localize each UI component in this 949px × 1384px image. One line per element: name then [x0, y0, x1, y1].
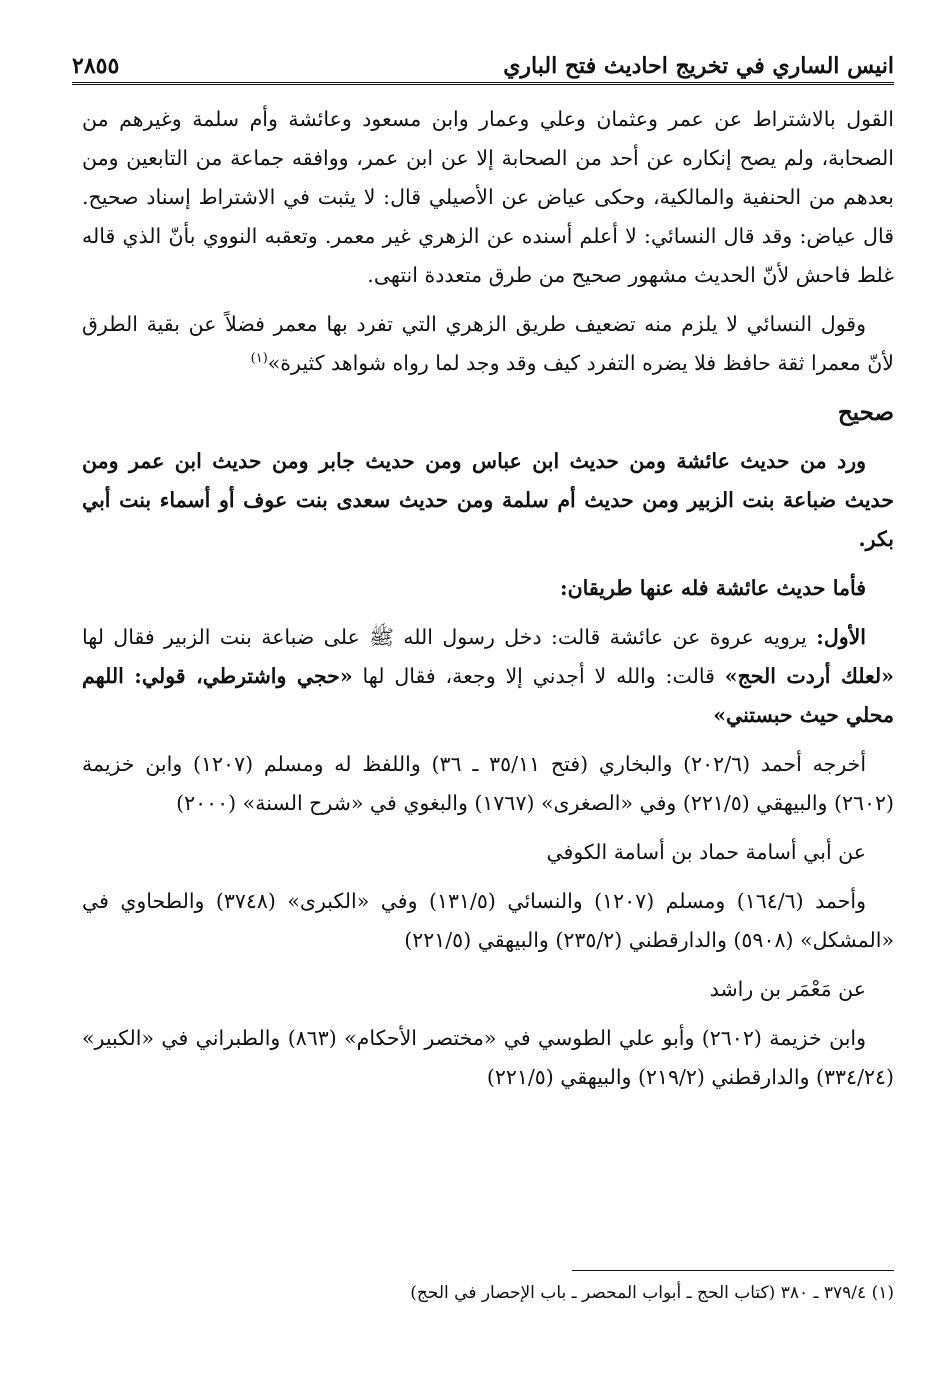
footnote: (١) ٣٧٩/٤ ـ ٣٨٠ (كتاب الحج ـ أبواب المحصر ـ باب الإحصار في الحج): [410, 1283, 894, 1303]
paragraph-5: [82, 618, 894, 735]
paragraph-3: ورد من حديث عائشة ومن حديث ابن عباس ومن حديث جابر ومن حديث ابن عمر ومن حديث ضباعة بنت الزبير ومن حديث أم سلمة ومن حديث سعدى بنت عوف أو أسماء بنت أبي بكر.: [82, 449, 894, 551]
paragraph-4: فأما حديث عائشة فله عنها طريقان:: [560, 576, 866, 600]
paragraph-8: وأحمد (١٦٤/٦) ومسلم (١٢٠٧) والنسائي (١٣١/٥) وفي «الكبرى» (٣٧٤٨) والطحاوي في «المشكل» (٥٩٠٨) والدارقطني (٢٣٥/٢) والبيهقي (٢٢١/٥): [82, 889, 894, 952]
paragraph-5-lead: الأول:: [816, 625, 866, 649]
paragraph-10: وابن خزيمة (٢٦٠٢) وأبو علي الطوسي في «مختصر الأحكام» (٨٦٣) والطبراني في «الكبير» (٣٣٤/٢٤) والدارقطني (٢١٩/٢) والبيهقي (٢٢١/٥): [82, 1026, 894, 1089]
footnote-divider: [572, 1270, 894, 1271]
header-divider: [72, 82, 894, 85]
paragraph-5-text-a: يرويه عروة عن عائشة قالت: دخل رسول الله ﷺ على ضباعة بنت الزبير فقال لها: [82, 625, 817, 649]
paragraph-6: أخرجه أحمد (٢٠٢/٦) والبخاري (فتح ٣٥/١١ ـ ٣٦) واللفظ له ومسلم (١٢٠٧) وابن خزيمة (٢٦٠٢) والبيهقي (٢٢١/٥) وفي «الصغرى» (١٧٦٧) والبغوي في «شرح السنة» (٢٠٠٠): [82, 752, 894, 815]
paragraph-9: عن مَعْمَر بن راشد: [709, 977, 866, 1001]
running-title: انيس الساري في تخريج احاديث فتح الباري: [503, 53, 894, 79]
main-text: [82, 100, 894, 1107]
hadith-quote-2: «حجي واشترطي، قولي: اللهم محلي حيث حبستني»: [82, 664, 894, 727]
hadith-quote-1: «لعلك أردت الحج»: [724, 664, 894, 688]
paragraph-1-text: القول بالاشتراط عن عمر وعثمان وعلي وعمار وابن مسعود وعائشة وأم سلمة وغيرهم من الصحابة، ولم يصح إنكاره عن أحد من الصحابة إلا عن ابن عمر، ووافقه جماعة من التابعين ومن بعدهم من الحنفية والمالكية، وحكى عياض عن الأصيلي قال: لا يثبت في الاشتراط إسناد صحيح. قال عياض: وقد قال النسائي: لا أعلم أسنده عن الزهري غير معمر. وتعقبه النووي بأنّ الذي قاله غلط فاحش لأنّ الحديث مشهور صحيح من طرق متعددة انتهى.: [82, 107, 894, 287]
paragraph-5-text-c: قالت: والله لا أجدني إلا وجعة، فقال لها: [352, 664, 725, 688]
paragraph-7: عن أبي أسامة حماد بن أسامة الكوفي: [546, 840, 866, 864]
page-header: [72, 40, 894, 80]
footnote-reference[interactable]: (١): [250, 351, 268, 367]
paragraph-2-text: وقول النسائي لا يلزم منه تضعيف طريق الزهري التي تفرد بها معمر فضلاً عن بقية الطرق لأنّ معمرا ثقة حافظ فلا يضره التفرد كيف وقد وجد لما رواه شواهد كثيرة»: [82, 312, 894, 375]
paragraph-1: [82, 100, 894, 295]
page-number: ٢٨٥٥: [72, 53, 120, 79]
section-heading: صحيح: [837, 399, 894, 426]
paragraph-2: [82, 305, 894, 383]
